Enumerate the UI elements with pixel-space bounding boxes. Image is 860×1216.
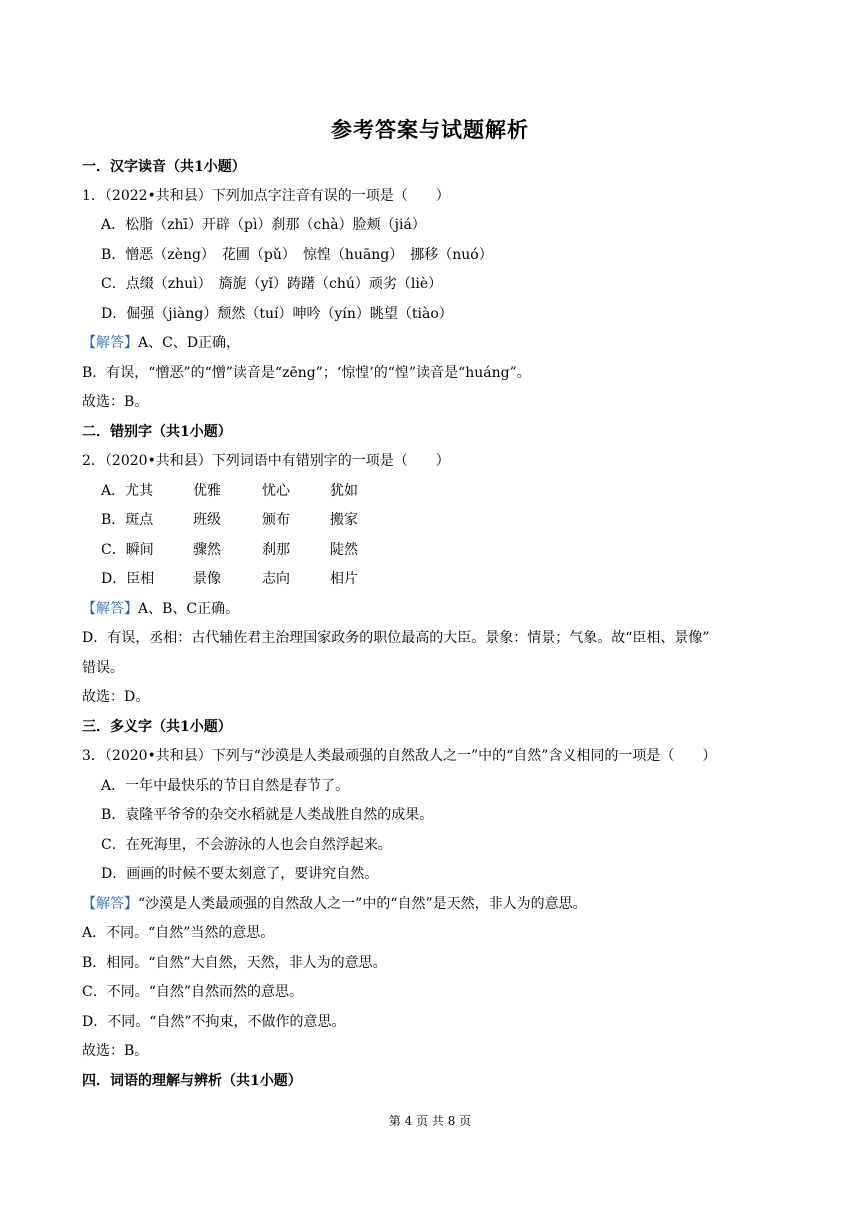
option-word: 搬家: [330, 512, 358, 528]
question-2-explanation-cont: 错误。: [82, 660, 124, 676]
option-word: B．斑点: [101, 512, 154, 528]
question-1-stem: 1．（2022•共和县）下列加点字注音有误的一项是（ ）: [82, 188, 450, 204]
question-2-stem: 2．（2020•共和县）下列词语中有错别字的一项是（ ）: [82, 453, 450, 469]
option-word: 优雅: [193, 483, 221, 499]
answer-text: A、C、D正确，: [138, 335, 241, 351]
option-word: 颁布: [262, 512, 290, 528]
section-heading-3: 三．多义字（共1小题）: [82, 719, 232, 735]
question-3-answer: [82, 894, 587, 914]
question-1-option-d: D．倔强（jiàng）颓然（tuí）呻吟（yín）眺望（tiào）: [101, 306, 453, 322]
question-1-option-b: B．憎恶（zèng） 花圃（pǔ） 惊惶（huāng） 挪移（nuó）: [101, 247, 493, 263]
option-word: 忧心: [262, 483, 290, 499]
answer-tag: 【解答】: [82, 335, 138, 351]
option-word: D．臣相: [101, 571, 155, 587]
option-word: 骤然: [193, 542, 221, 558]
page-footer: 第 4 页 共 8 页: [388, 1114, 472, 1128]
option-word: 陡然: [330, 542, 358, 558]
option-word: 志向: [262, 571, 290, 587]
question-3-option-b: B．袁隆平爷爷的杂交水稻就是人类战胜自然的成果。: [101, 807, 434, 823]
question-2-answer: [82, 599, 239, 619]
question-3-explanation-b: B．相同。“自然”大自然，天然，非人为的意思。: [82, 955, 387, 971]
option-word: C．瞬间: [101, 542, 154, 558]
question-1-explanation: B．有误，“憎恶”的“憎”读音是“zēng”；‘惊惶’的“惶”读音是“huáng”。: [82, 365, 531, 381]
question-3-explanation-c: C．不同。“自然”自然而然的意思。: [82, 984, 304, 1000]
question-1-option-a: A．松脂（zhī）开辟（pì）刹那（chà）脸颊（jiá）: [101, 217, 426, 233]
answer-text: A、B、C正确。: [138, 601, 240, 617]
question-3-option-a: A．一年中最快乐的节日自然是春节了。: [101, 778, 350, 794]
question-2-explanation: D．有误，丞相：古代辅佐君主治理国家政务的职位最高的大臣。景象：情景；气象。故“臣相、景像”: [82, 630, 710, 646]
question-1-choice: 故选：B。: [82, 394, 149, 410]
question-2-choice: 故选：D。: [82, 689, 150, 705]
question-3-option-d: D．画画的时候不要太刻意了，要讲究自然。: [101, 866, 379, 882]
question-3-explanation-d: D．不同。“自然”不拘束，不做作的意思。: [82, 1014, 346, 1030]
question-3-stem: 3．（2020•共和县）下列与“沙漠是人类最顽强的自然敌人之一”中的“自然”含义相同的一项是（ ）: [82, 748, 717, 764]
section-heading-1: 一．汉字读音（共1小题）: [82, 159, 246, 175]
option-word: 景像: [193, 571, 221, 587]
question-1-option-c: C．点缀（zhuì） 旖旎（yǐ）踌躇（chú）顽劣（liè）: [101, 276, 443, 292]
question-3-option-c: C．在死海里，不会游泳的人也会自然浮起来。: [101, 837, 392, 853]
option-word: 相片: [330, 571, 358, 587]
answer-tag: 【解答】: [82, 601, 138, 617]
option-word: A．尤其: [101, 483, 154, 499]
page-title: 参考答案与试题解析: [331, 117, 529, 142]
section-heading-2: 二．错别字（共1小题）: [82, 424, 232, 440]
question-1-answer: [82, 333, 240, 353]
question-3-choice: 故选：B。: [82, 1043, 149, 1059]
option-word: 班级: [193, 512, 221, 528]
option-word: 刹那: [262, 542, 290, 558]
answer-text: “沙漠是人类最顽强的自然敌人之一”中的“自然”是天然，非人为的意思。: [138, 896, 587, 912]
section-heading-4: 四．词语的理解与辨析（共1小题）: [82, 1073, 302, 1089]
option-word: 犹如: [330, 483, 358, 499]
question-3-explanation-a: A．不同。“自然”当然的意思。: [82, 925, 275, 941]
answer-tag: 【解答】: [82, 896, 138, 912]
